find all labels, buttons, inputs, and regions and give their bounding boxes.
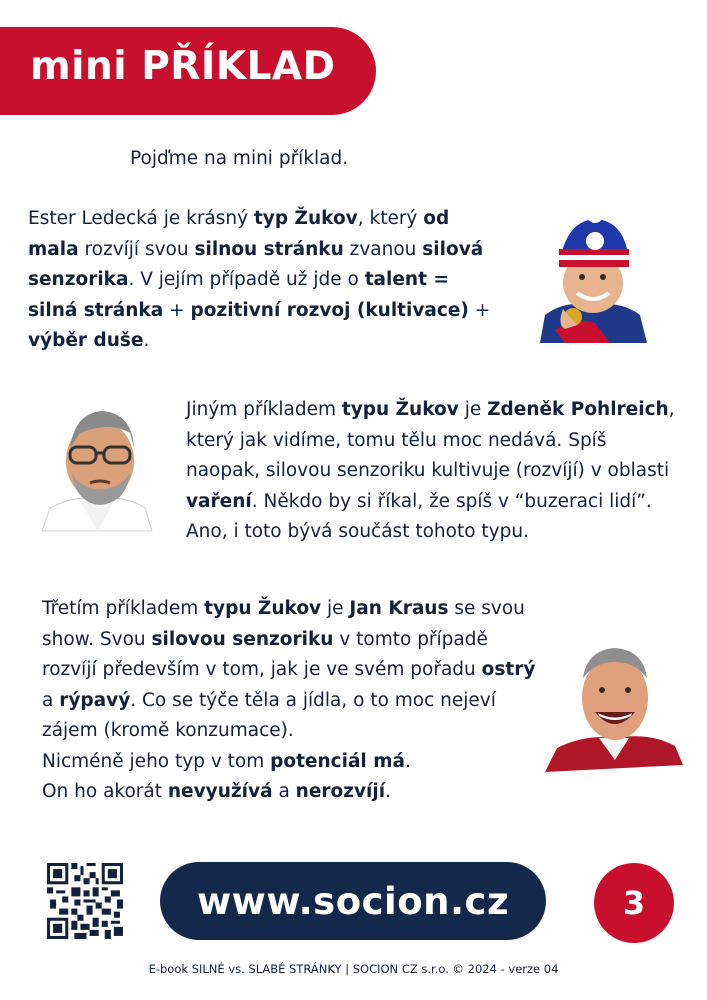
bold-text: silnou stránku	[194, 238, 344, 260]
bold-text: talent = silná stránka	[28, 269, 449, 321]
text-run: v tomto případě rozvíjí především v tom, jak je ve svém pořadu	[42, 628, 488, 680]
text-run: .	[143, 330, 150, 351]
bold-text: typu Žukov	[341, 399, 459, 420]
text-run: je	[321, 598, 350, 619]
paragraph-pohlreich	[186, 395, 686, 548]
text-run: rozvíjí svou	[78, 238, 195, 260]
bold-text: od mala	[28, 208, 450, 260]
text-run: . V jejím případě už jde o	[128, 269, 365, 290]
text-run: On ho akorát	[42, 781, 168, 802]
text-run: +	[163, 299, 191, 321]
photo-zdenek-pohlreich	[40, 403, 155, 533]
text-run: . Co se týče těla a jídla, o to moc nejeví zájem (kromě konzumace).	[42, 689, 496, 741]
bold-text: rýpavý	[59, 689, 131, 711]
page-number: 3	[622, 884, 646, 922]
bold-text: Zdeněk Pohlreich	[487, 399, 669, 420]
intro-text: Pojďme na mini příklad.	[130, 148, 349, 169]
page-number-badge	[594, 863, 674, 943]
bold-text: nerozvíjí	[295, 781, 386, 802]
text-run: Jiným příkladem	[186, 399, 342, 420]
bold-text: vaření	[186, 490, 252, 512]
text-run: , který	[357, 208, 424, 229]
bold-text: Jan Kraus	[349, 598, 449, 619]
text-run: a	[272, 781, 296, 802]
website-button[interactable]	[160, 862, 546, 940]
photo-ester-ledecka	[535, 205, 650, 345]
bold-text: ostrý	[481, 659, 536, 680]
bold-text: silová senzorika	[28, 238, 484, 290]
text-run: je	[458, 399, 488, 420]
text-run: . Někdo by si říkal, že spíš v “buzeraci lidí”. Ano, i toto bývá součást tohoto typu.	[186, 490, 652, 542]
footer-text: E-book SILNÉ vs. SLABÉ STRÁNKY | SOCION CZ s.r.o. © 2024 - verze 04	[148, 962, 559, 976]
text-run: zvanou	[343, 238, 423, 260]
qr-code-icon[interactable]	[47, 863, 123, 939]
text-run: , který jak vidíme, tomu tělu moc nedává. Spíš naopak, silovou senzoriku kultivuje (rozvíjí) v oblasti	[186, 399, 675, 481]
bold-text: typu Žukov	[204, 598, 322, 619]
bold-text: silovou senzoriku	[151, 628, 334, 650]
text-run: se svou show. Svou	[42, 598, 525, 650]
text-run: Třetím příkladem	[42, 598, 205, 619]
bold-text: výběr duše	[28, 330, 144, 351]
bold-text: typ Žukov	[253, 208, 358, 229]
website-url[interactable]: www.socion.cz	[196, 879, 510, 923]
paragraph-kraus	[42, 594, 542, 808]
bold-text: potenciál má	[270, 750, 405, 772]
text-run: a	[42, 689, 60, 711]
text-run: .	[404, 750, 411, 772]
text-run: +	[468, 299, 491, 321]
text-run: .	[385, 781, 391, 802]
photo-jan-kraus	[545, 640, 685, 775]
bold-text: nevyužívá	[167, 781, 273, 802]
page-title: mini PŘÍKLAD	[30, 44, 336, 89]
paragraph-ledecka	[28, 204, 498, 357]
text-run: Nicméně jeho typ v tom	[42, 750, 271, 772]
text-run: Ester Ledecká je krásný	[28, 208, 254, 229]
bold-text: pozitivní rozvoj (kultivace)	[190, 299, 469, 321]
